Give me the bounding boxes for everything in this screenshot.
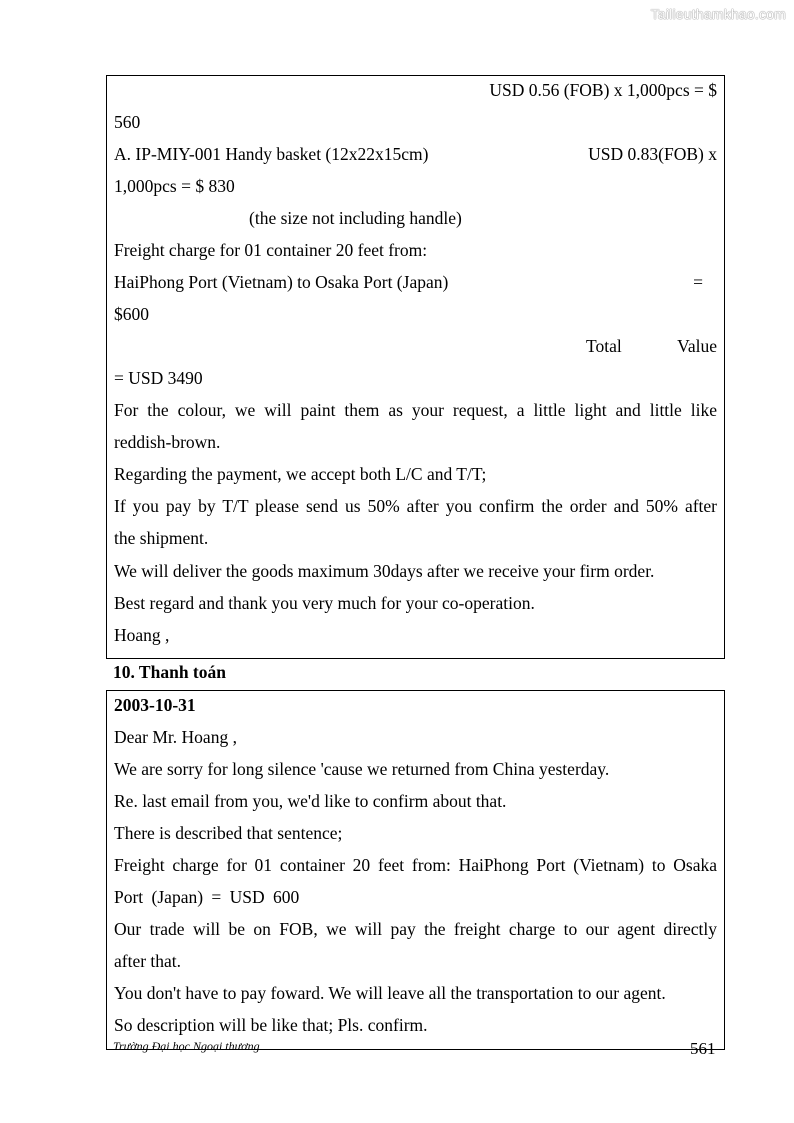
colour-line-1: For the colour, we will paint them as your request, a little light and little like [114,400,717,420]
body-line-8: You don't have to pay foward. We will leave all the transportation to our agent. [114,983,666,1003]
letter-date: 2003-10-31 [114,695,196,715]
body-line-3: There is described that sentence; [114,823,343,843]
size-note: (the size not including handle) [249,208,462,228]
body-line-1: We are sorry for long silence 'cause we returned from China yesterday. [114,759,610,779]
body-line-7: after that. [114,951,182,971]
regards-line: Best regard and thank you very much for your co-operation. [114,593,535,613]
item-a-price: USD 0.83(FOB) x [588,144,717,164]
freight-route-row [114,270,717,294]
body-line-5: Port (Japan) = USD 600 [114,887,300,907]
watermark-text: Tailieuthamkhao.com [650,6,786,22]
body-line-9: So description will be like that; Pls. confirm. [114,1015,428,1035]
item-a-total: 1,000pcs = $ 830 [114,176,235,196]
signature: Hoang , [114,625,170,645]
price-line-1: USD 0.56 (FOB) x 1,000pcs = $ [489,80,717,100]
letter-box-payment [106,690,725,1050]
letter-box-quotation [106,75,725,659]
total-label: Total [586,336,622,356]
payment-line: Regarding the payment, we accept both L/C and T/T; [114,464,487,484]
freight-equals: = [693,272,703,292]
freight-amount: $600 [114,304,149,324]
page-number: 561 [690,1039,716,1058]
freight-intro: Freight charge for 01 container 20 feet from: [114,240,428,260]
body-line-4: Freight charge for 01 container 20 feet from: HaiPhong Port (Vietnam) to Osaka [114,855,717,875]
total-amount: = USD 3490 [114,368,203,388]
freight-route: HaiPhong Port (Vietnam) to Osaka Port (Japan) [114,272,449,292]
tt-line-1: If you pay by T/T please send us 50% after you confirm the order and 50% after [114,496,717,516]
delivery-line: We will deliver the goods maximum 30days after we receive your firm order. [114,561,655,581]
section-heading: 10. Thanh toán [113,662,226,682]
tt-line-2: the shipment. [114,528,209,548]
price-line-1-total: 560 [114,112,141,132]
total-row [114,334,717,358]
colour-line-2: reddish-brown. [114,432,221,452]
total-value-label: Value [677,336,717,356]
item-a-row [114,142,717,166]
body-line-2: Re. last email from you, we'd like to confirm about that. [114,791,507,811]
item-a-description: A. IP-MIY-001 Handy basket (12x22x15cm) [114,144,429,164]
greeting: Dear Mr. Hoang , [114,727,237,747]
body-line-6: Our trade will be on FOB, we will pay the freight charge to our agent directly [114,919,717,939]
footer-school: Trường Đại học Ngoại thương [113,1039,260,1053]
